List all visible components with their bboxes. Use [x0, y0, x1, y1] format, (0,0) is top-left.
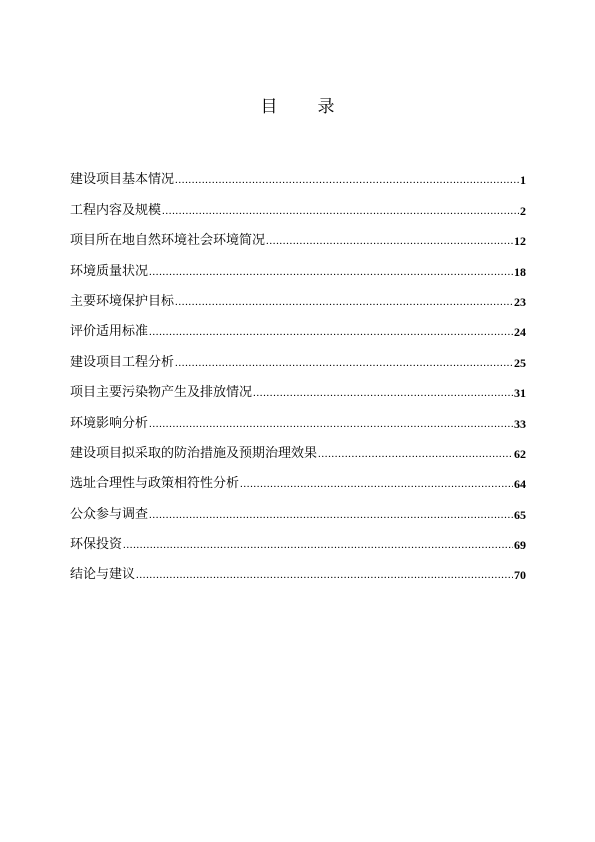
toc-entry-page: 1 [520, 173, 526, 188]
toc-entry-label: 环保投资 [70, 537, 123, 553]
toc-entry[interactable] [70, 523, 526, 553]
toc-entry-label: 工程内容及规模 [70, 202, 162, 218]
toc-entry[interactable] [70, 553, 526, 583]
toc-entry-page: 25 [514, 355, 526, 370]
toc-entry[interactable] [70, 249, 526, 279]
toc-entry-page: 69 [514, 538, 526, 553]
toc-entry-label: 公众参与调查 [70, 506, 149, 522]
toc-entry[interactable] [70, 188, 526, 218]
toc-dot-leader [253, 386, 513, 400]
toc-entry-label: 项目所在地自然环境社会环境简况 [70, 233, 266, 249]
toc-entry-label: 评价适用标准 [70, 324, 149, 340]
toc-dot-leader [175, 295, 513, 309]
toc-entry-label: 选址合理性与政策相符性分析 [70, 476, 240, 492]
toc-entry[interactable] [70, 371, 526, 401]
toc-title-char-2: 录 [317, 97, 335, 117]
toc-entry-page: 62 [514, 446, 526, 461]
toc-entry-page: 12 [514, 234, 526, 249]
toc-entry-label: 环境影响分析 [70, 415, 149, 431]
toc-entry-label: 结论与建议 [70, 567, 136, 583]
toc-entry-page: 23 [514, 294, 526, 309]
toc-dot-leader [175, 356, 513, 370]
toc-dot-leader [149, 417, 513, 431]
toc-entry-label: 建设项目工程分析 [70, 354, 175, 370]
toc-entry[interactable] [70, 219, 526, 249]
toc-dot-leader [266, 234, 513, 248]
toc-dot-leader [149, 265, 513, 279]
toc-entry[interactable] [70, 432, 526, 462]
toc-entry-label: 环境质量状况 [70, 263, 149, 279]
toc-title-char-1: 目 [260, 97, 278, 117]
toc-entry[interactable] [70, 280, 526, 310]
toc-entry[interactable] [70, 462, 526, 492]
toc-dot-leader [318, 447, 513, 461]
toc-list [70, 158, 526, 583]
toc-dot-leader [136, 568, 513, 582]
toc-entry-page: 18 [514, 264, 526, 279]
toc-entry[interactable] [70, 158, 526, 188]
toc-dot-leader [240, 477, 513, 491]
toc-entry[interactable] [70, 492, 526, 522]
toc-entry-label: 建设项目拟采取的防治措施及预期治理效果 [70, 445, 318, 461]
toc-dot-leader [149, 508, 513, 522]
toc-entry-page: 24 [514, 325, 526, 340]
toc-entry[interactable] [70, 310, 526, 340]
toc-dot-leader [162, 204, 519, 218]
toc-entry-label: 建设项目基本情况 [70, 172, 175, 188]
toc-entry-page: 70 [514, 568, 526, 583]
toc-entry-page: 31 [514, 386, 526, 401]
toc-entry[interactable] [70, 340, 526, 370]
toc-dot-leader [149, 325, 513, 339]
toc-entry-page: 2 [520, 203, 526, 218]
toc-entry-page: 33 [514, 416, 526, 431]
toc-title [0, 97, 595, 117]
toc-entry-page: 65 [514, 507, 526, 522]
toc-entry[interactable] [70, 401, 526, 431]
toc-entry-label: 项目主要污染物产生及排放情况 [70, 385, 253, 401]
toc-dot-leader [175, 173, 519, 187]
toc-dot-leader [123, 538, 513, 552]
toc-entry-page: 64 [514, 477, 526, 492]
toc-entry-label: 主要环境保护目标 [70, 293, 175, 309]
